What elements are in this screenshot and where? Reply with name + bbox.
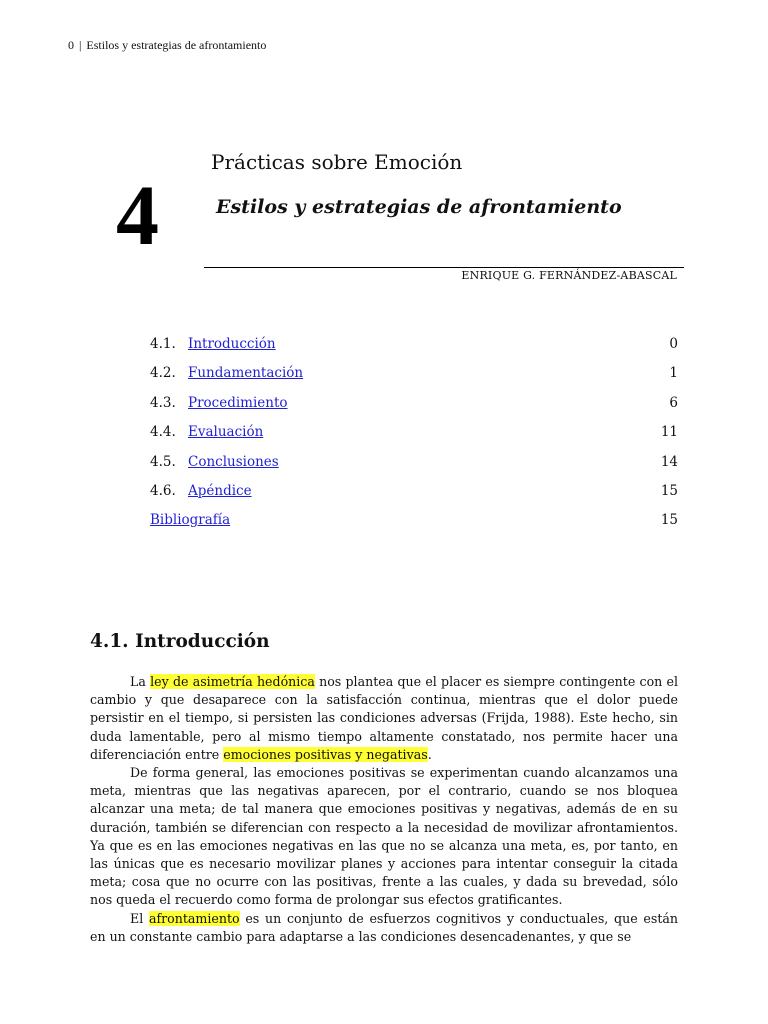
header-separator: | [79,38,82,52]
toc-link-introduccion[interactable]: Introducción [188,336,276,352]
toc-row [150,510,678,539]
toc-row [150,452,678,481]
header-page-number: 0 [68,38,74,52]
toc-link-fundamentacion[interactable]: Fundamentación [188,365,304,382]
toc-row [150,422,678,451]
toc-link-bibliografia[interactable]: Bibliografía [150,512,231,529]
section-body [90,673,678,946]
toc-row [150,481,678,510]
paragraph-3 [90,910,678,946]
toc-number: 4.2. [150,365,176,382]
toc-page: 0 [669,336,678,352]
toc-page: 11 [660,424,678,441]
toc-row [150,363,678,392]
paragraph-1 [90,673,678,764]
toc-number: 4.4. [150,424,176,441]
book-title: Prácticas sobre Emoción [211,150,463,174]
table-of-contents [150,334,678,540]
chapter-title: Estilos y estrategias de afrontamiento [216,196,622,218]
text-run: es un conjunto de esfuerzos cognitivos y conductuales, que están en un constante cambio para adaptarse a las condiciones desencadenantes, y que se [90,910,678,944]
toc-number: 4.5. [150,453,176,470]
toc-page: 15 [660,482,678,499]
highlight-afrontamiento: afrontamiento [148,910,240,926]
text-run: . [427,746,432,762]
text-run: El [130,910,149,926]
toc-link-conclusiones[interactable]: Conclusiones [188,453,279,470]
toc-page: 15 [660,512,678,529]
text-run: La [130,674,151,689]
text-run: nos plantea que el placer es siempre contingente con el cambio y que desaparece con la satisfacción continua, mientras que el dolor puede persistir en el tiempo, si persisten las condiciones adversas (Frijda, 1988). Este hecho, sin duda lamentable, pero al mismo tiempo altamente constatado, nos permite hacer una diferenciación entre [90,674,678,762]
toc-link-apendice[interactable]: Apéndice [188,482,252,499]
toc-row [150,393,678,422]
toc-number: 4.3. [150,394,176,411]
toc-link-procedimiento[interactable]: Procedimiento [188,394,288,411]
section-heading: 4.1. Introducción [90,631,270,652]
highlight-ley-asimetria: ley de asimetría hedónica [150,674,315,689]
toc-number: 4.1. [150,336,176,352]
toc-page: 6 [669,394,678,411]
title-rule [204,267,684,268]
highlight-emociones: emociones positivas y negativas [223,746,428,762]
paragraph-2: De forma general, las emociones positivas se experimentan cuando alcanzamos una meta, mientras que las negativas aparecen, por el contrario, cuando se nos bloquea alcanzar una meta; de tal manera que emociones positivas y negativas, además de en su duración, también se diferencian con respecto a la necesidad de movilizar afrontamientos. Ya que es en las emociones negativas en las que no se alcanza una meta, es, por tanto, en las únicas que es necesario movilizar planes y acciones para intentar conseguir la citada meta; cosa que no ocurre con las positivas, frente a las cuales, y dada su brevedad, sólo nos queda el recuerdo como forma de prolongar sus efectos gratificantes. [90,765,678,908]
running-header [68,38,266,53]
toc-link-evaluacion[interactable]: Evaluación [188,424,264,441]
toc-page: 1 [669,365,678,382]
chapter-author: ENRIQUE G. FERNÁNDEZ-ABASCAL [461,269,677,282]
header-running-title: Estilos y estrategias de afrontamiento [86,38,267,52]
toc-page: 14 [660,453,678,470]
chapter-number: 4 [116,167,159,263]
toc-number: 4.6. [150,482,176,499]
toc-row [150,334,678,363]
